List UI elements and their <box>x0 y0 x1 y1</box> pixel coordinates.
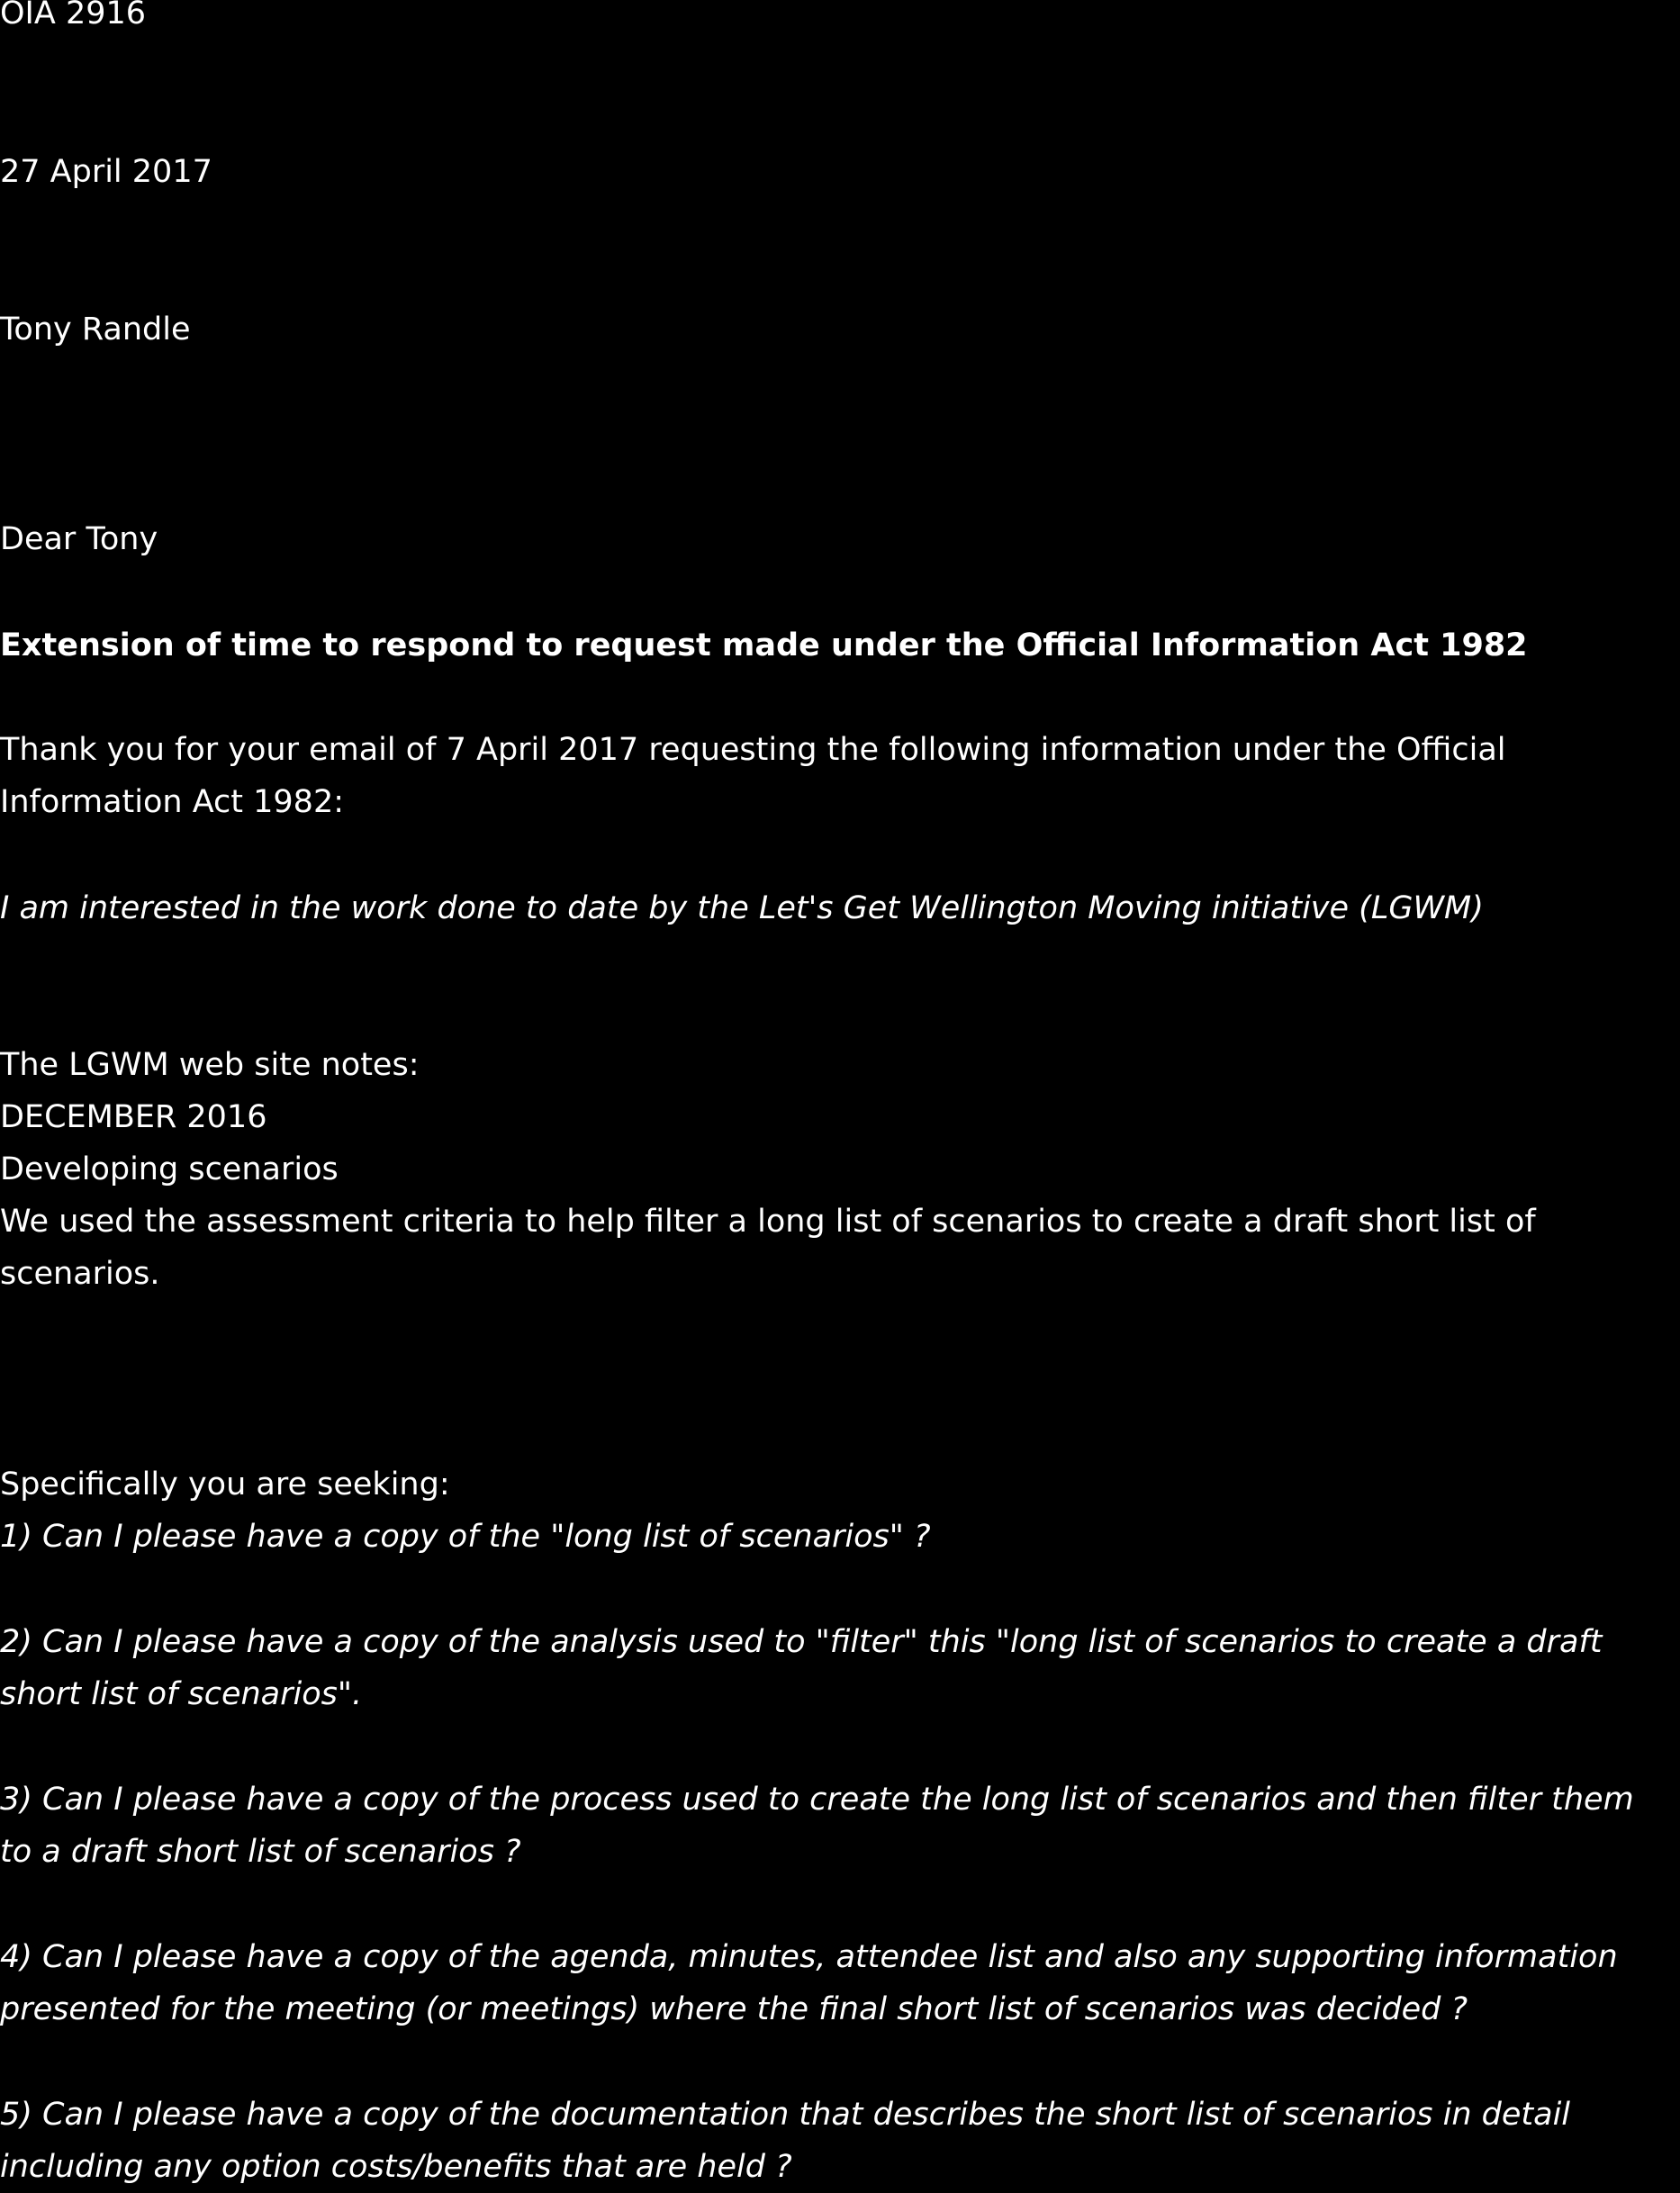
request-3-line-1: 3) Can I please have a copy of the process used to create the long list of scenarios and then filter them <box>0 1782 1634 1818</box>
seeking-intro: Specifically you are seeking: <box>0 1467 450 1503</box>
letter-date: 27 April 2017 <box>0 154 212 190</box>
salutation: Dear Tony <box>0 521 158 557</box>
website-notes-line-2: DECEMBER 2016 <box>0 1099 267 1135</box>
website-notes-line-5: scenarios. <box>0 1256 160 1292</box>
quoted-interest: I am interested in the work done to date by the Let's Get Wellington Moving initiative (LGWM) <box>0 890 1484 926</box>
request-5-line-2: including any option costs/benefits that are held ? <box>0 2149 792 2185</box>
reference-number: OIA 2916 <box>0 0 147 32</box>
request-3-line-2: to a draft short list of scenarios ? <box>0 1834 521 1870</box>
subject-heading: Extension of time to respond to request made under the Official Information Act 1982 <box>0 627 1528 663</box>
request-2-line-2: short list of scenarios". <box>0 1676 363 1712</box>
website-notes-line-3: Developing scenarios <box>0 1151 339 1187</box>
request-1-line-1: 1) Can I please have a copy of the "long list of scenarios" ? <box>0 1519 931 1555</box>
recipient-name: Tony Randle <box>0 311 191 347</box>
request-4-line-1: 4) Can I please have a copy of the agenda, minutes, attendee list and also any supporting information <box>0 1939 1618 1975</box>
request-4-line-2: presented for the meeting (or meetings) where the final short list of scenarios was decided ? <box>0 1991 1468 2027</box>
request-5-line-1: 5) Can I please have a copy of the documentation that describes the short list of scenarios in detail <box>0 2097 1571 2133</box>
request-2-line-1: 2) Can I please have a copy of the analysis used to "filter" this "long list of scenarios to create a draft <box>0 1624 1603 1660</box>
website-notes-line-4: We used the assessment criteria to help filter a long list of scenarios to create a draft short list of <box>0 1204 1536 1240</box>
intro-line-1: Thank you for your email of 7 April 2017 requesting the following information under the Official <box>0 732 1506 768</box>
intro-line-2: Information Act 1982: <box>0 784 345 820</box>
website-notes-line-1: The LGWM web site notes: <box>0 1047 420 1083</box>
